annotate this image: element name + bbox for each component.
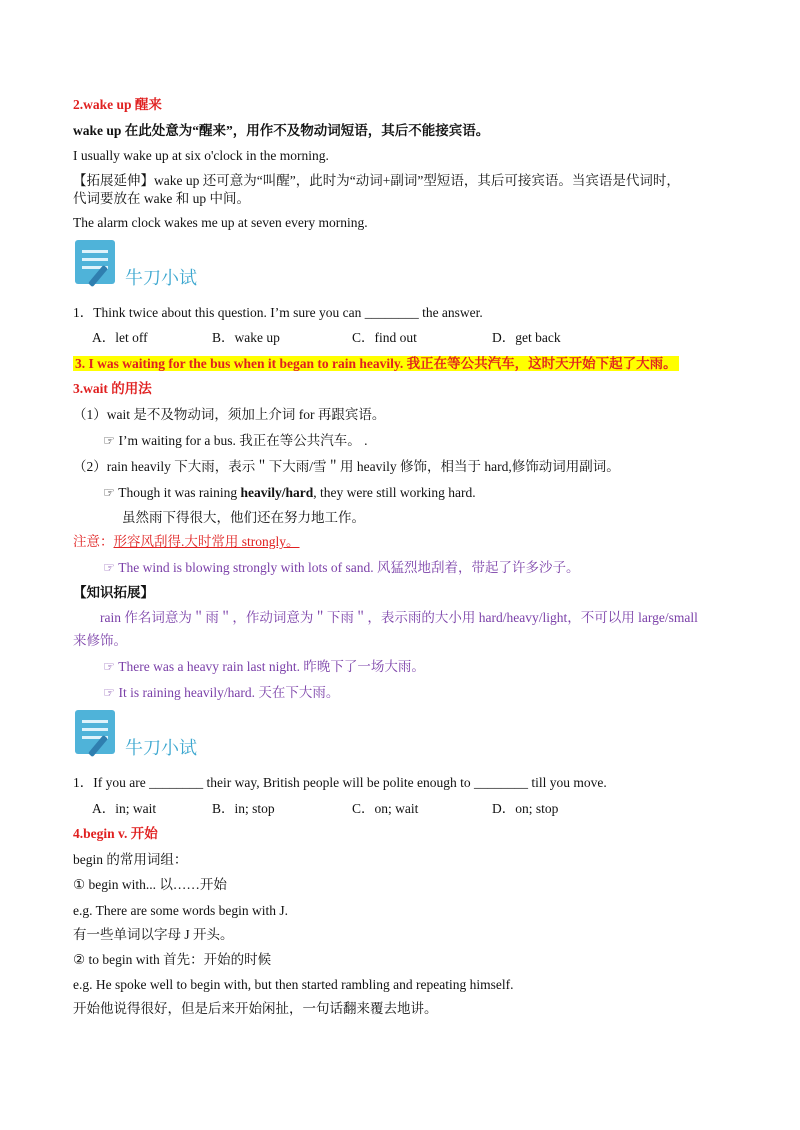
practice-1-option-a: A．let off [92,330,148,345]
wait-usage-1-example: ☞ I’m waiting for a bus. 我正在等公共汽车。 . [103,433,368,448]
knowledge-extension-heading: 【知识拓展】 [73,585,154,600]
rain-heavily-example-cn: 虽然雨下得很大，他们还在努力地工作。 [122,510,365,525]
practice-1-question: 1．Think twice about this question. I’m sure you can ________ the answer. [73,305,483,320]
wake-up-example-1: I usually wake up at six o'clock in the morning. [73,148,329,163]
section-2-heading: 2.wake up 醒来 [73,97,162,112]
practice-2-option-a: A．in; wait [92,801,157,816]
example-part-a: ☞ Though it was raining [103,485,241,500]
practice-1-option-b: B．wake up [212,330,280,345]
section-4-heading: 4.begin v. 开始 [73,826,158,841]
practice-2-option-b: B．in; stop [212,801,275,816]
practice-1-option-d: D．get back [492,330,561,345]
knowledge-extension-2: 来修饰。 [73,633,127,648]
begin-phrase-2-example: e.g. He spoke well to begin with, but then started rambling and repeating himself. [73,977,514,992]
practice-2-option-d: D．on; stop [492,801,559,816]
begin-phrase-2-cn: 开始他说得很好，但是后来开始闲扯，一句话翻来覆去地讲。 [73,1001,438,1016]
practice-1-block [73,238,197,290]
wake-up-extension-1: 【拓展延伸】wake up 还可意为“叫醒”，此时为“动词+副词”型短语，其后可接宾语。当宾语是代词时， [73,173,680,188]
begin-phrase-1-cn: 有一些单词以字母 J 开头。 [73,927,234,942]
wake-up-definition: wake up 在此处意为“醒来”，用作不及物动词短语，其后不能接宾语。 [73,123,490,138]
begin-phrase-2: ② to begin with 首先：开始的时候 [73,952,272,967]
note-text: 形容风刮得.大时常用 strongly。 [113,534,300,549]
note-example: ☞ The wind is blowing strongly with lots of sand. 风猛烈地刮着，带起了许多沙子。 [103,560,580,575]
knowledge-extension-1: rain 作名词意为＂雨＂，作动词意为＂下雨＂，表示雨的大小用 hard/heavy/light，不可以用 large/small [100,610,698,625]
practice-2-option-c: C．on; wait [352,801,419,816]
wake-up-extension-2: 代词要放在 wake 和 up 中间。 [73,191,250,206]
practice-2-block [73,708,197,760]
highlighted-sentence: 3. I was waiting for the bus when it began to rain heavily. 我正在等公共汽车，这时天开始下起了大雨。 [75,356,677,371]
knowledge-example-2: ☞ It is raining heavily/hard. 天在下大雨。 [103,685,340,700]
example-bold-part: heavily/hard [240,485,314,500]
wake-up-example-2: The alarm clock wakes me up at seven every morning. [73,215,368,230]
practice-2-question: 1．If you are ________ their way, British people will be polite enough to ________ till you move. [73,775,607,790]
note-line [73,533,300,551]
begin-phrase-1-example: e.g. There are some words begin with J. [73,903,288,918]
section-3-sentence [73,355,679,373]
rain-heavily-usage: （2）rain heavily 下大雨，表示＂下大雨/雪＂用 heavily 修饰，相当于 hard,修饰动词用副词。 [73,459,620,474]
begin-phrase-1: ① begin with... 以……开始 [73,877,227,892]
wait-usage-1: （1）wait 是不及物动词，须加上介词 for 再跟宾语。 [73,407,386,422]
knowledge-example-1: ☞ There was a heavy rain last night. 昨晚下了一场大雨。 [103,659,425,674]
note-label: 注意： [73,534,114,549]
example-part-c: , they were still working hard. [313,485,476,500]
practice-1-option-c: C．find out [352,330,417,345]
section-3-heading: 3.wait 的用法 [73,381,152,396]
practice-2-title: 牛刀小试 [125,738,197,759]
rain-heavily-example [103,484,476,502]
begin-intro: begin 的常用词组： [73,852,188,867]
practice-1-title: 牛刀小试 [125,268,197,289]
